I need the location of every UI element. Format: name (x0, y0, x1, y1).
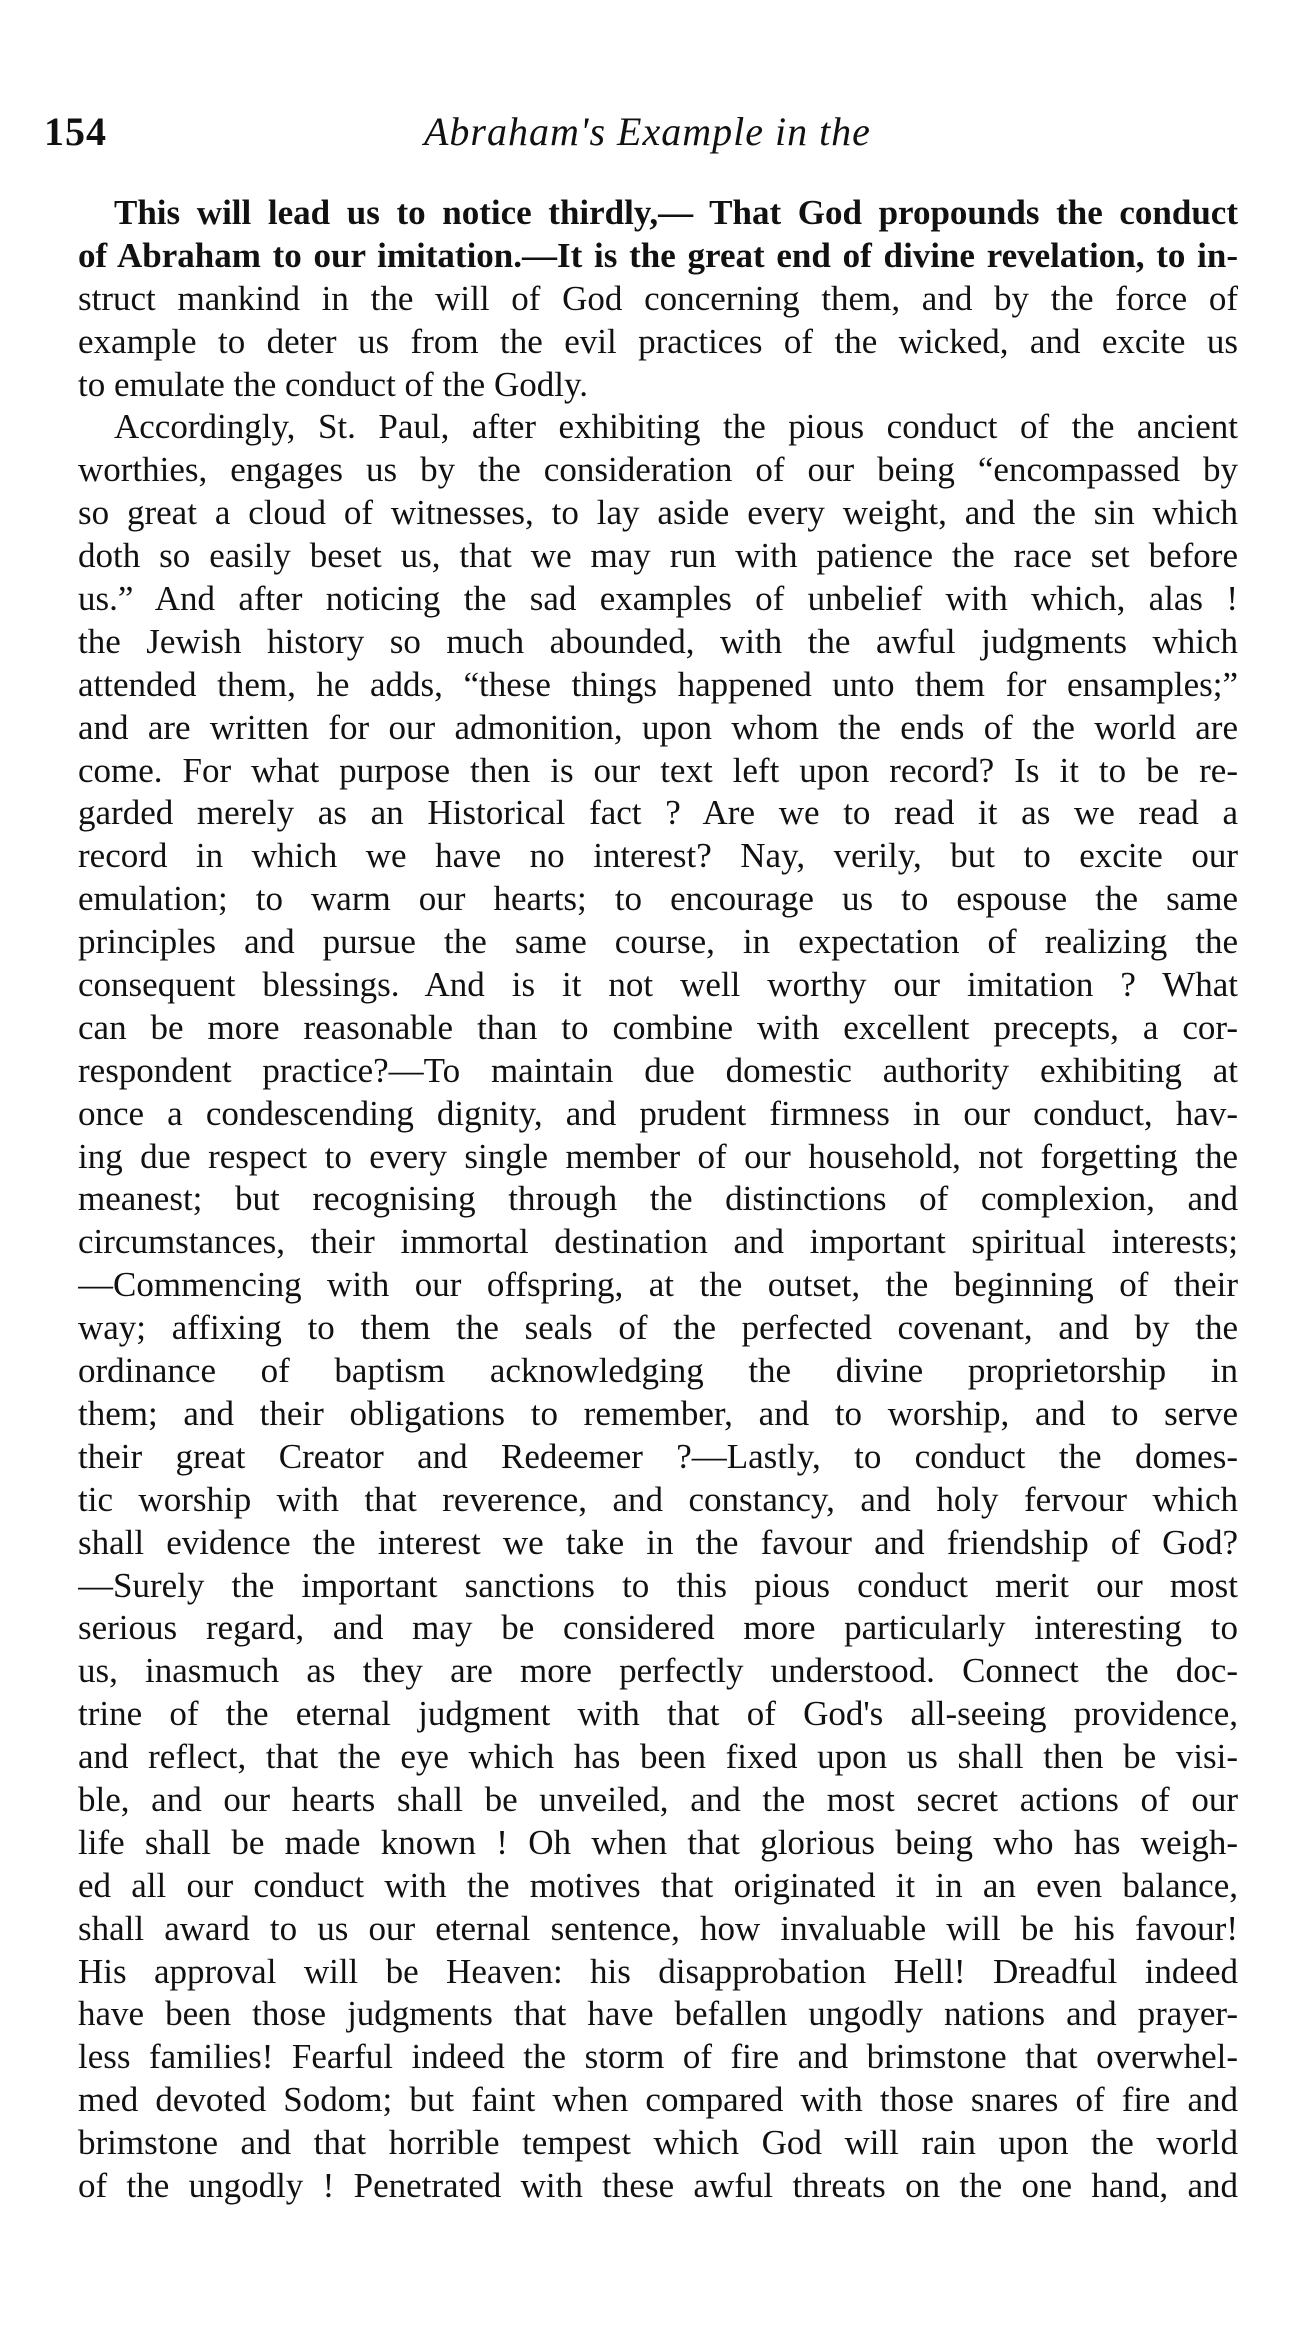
text-line: garded merely as an Historical fact ? Are we to read it as we read a (78, 793, 1238, 833)
text-line: principles and pursue the same course, in expectation of realizing the (78, 922, 1238, 962)
text-line: circumstances, their immortal destination and important spiritual interests; (78, 1222, 1238, 1262)
text-line: brimstone and that horrible tempest which God will rain upon the world (78, 2123, 1238, 2163)
text-line: have been those judgments that have befallen ungodly nations and prayer- (78, 1994, 1238, 2034)
text-line: consequent blessings. And is it not well worthy our imitation ? What (78, 965, 1238, 1005)
text-line: and are written for our admonition, upon whom the ends of the world are (78, 707, 1238, 747)
paragraph-1 (78, 192, 1238, 406)
text-line: of Abraham to our imitation.—It is the great end of divine revelation, to in- (78, 235, 1238, 275)
text-line: their great Creator and Redeemer ?—Lastly, to conduct the domes- (78, 1436, 1238, 1476)
text-line: emulation; to warm our hearts; to encourage us to espouse the same (78, 879, 1238, 919)
text-line: This will lead us to notice thirdly,— That God propounds the conduct (114, 193, 1238, 232)
text-line: ing due respect to every single member of our household, not forgetting the (78, 1136, 1238, 1176)
text-line: —Surely the important sanctions to this pious conduct merit our most (78, 1565, 1238, 1605)
text-line: ordinance of baptism acknowledging the divine proprietorship in (78, 1351, 1238, 1391)
text-line: can be more reasonable than to combine with excellent precepts, a cor- (78, 1007, 1238, 1047)
text-line: once a condescending dignity, and prudent firmness in our conduct, hav- (78, 1093, 1238, 1133)
text-line: —Commencing with our offspring, at the outset, the beginning of their (78, 1265, 1238, 1305)
text-line: record in which we have no interest? Nay, verily, but to excite our (78, 836, 1238, 876)
text-line: worthies, engages us by the consideration of our being “encompassed by (78, 450, 1238, 490)
text-line: us.” And after noticing the sad examples of unbelief with which, alas ! (78, 579, 1238, 619)
text-line: example to deter us from the evil practices of the wicked, and excite us (78, 321, 1238, 361)
paragraph-2 (78, 406, 1238, 2207)
text-line: struct mankind in the will of God concerning them, and by the force of (78, 278, 1238, 318)
text-line: so great a cloud of witnesses, to lay aside every weight, and the sin which (78, 493, 1238, 533)
text-line: med devoted Sodom; but faint when compared with those snares of fire and (78, 2080, 1238, 2120)
text-line: less families! Fearful indeed the storm of fire and brimstone that overwhel- (78, 2037, 1238, 2077)
text-line: trine of the eternal judgment with that of God's all-seeing providence, (78, 1694, 1238, 1734)
text-line: the Jewish history so much abounded, with the awful judgments which (78, 621, 1238, 661)
running-head: Abraham's Example in the (424, 109, 871, 154)
text-line: us, inasmuch as they are more perfectly understood. Connect the doc- (78, 1651, 1238, 1691)
text-line: ed all our conduct with the motives that originated it in an even balance, (78, 1865, 1238, 1905)
page-header (44, 108, 1224, 168)
text-line: meanest; but recognising through the distinctions of complexion, and (78, 1179, 1238, 1219)
text-line: respondent practice?—To maintain due domestic authority exhibiting at (78, 1050, 1238, 1090)
text-line: attended them, he adds, “these things happened unto them for ensamples;” (78, 664, 1238, 704)
text-line: come. For what purpose then is our text left upon record? Is it to be re- (78, 750, 1238, 790)
text-line: to emulate the conduct of the Godly. (78, 364, 588, 404)
text-line: way; affixing to them the seals of the perfected covenant, and by the (78, 1308, 1238, 1348)
text-line: life shall be made known ! Oh when that glorious being who has weigh- (78, 1822, 1238, 1862)
text-line: doth so easily beset us, that we may run with patience the race set before (78, 536, 1238, 576)
text-line: them; and their obligations to remember, and to worship, and to serve (78, 1393, 1238, 1433)
text-line: tic worship with that reverence, and constancy, and holy fervour which (78, 1479, 1238, 1519)
text-line: and reflect, that the eye which has been fixed upon us shall then be visi- (78, 1737, 1238, 1777)
body-text (78, 192, 1238, 2208)
text-line: shall evidence the interest we take in the favour and friendship of God? (78, 1522, 1238, 1562)
text-line: Accordingly, St. Paul, after exhibiting the pious conduct of the ancient (114, 407, 1238, 447)
text-line: ble, and our hearts shall be unveiled, and the most secret actions of our (78, 1779, 1238, 1819)
text-line: His approval will be Heaven: his disapprobation Hell! Dreadful indeed (78, 1951, 1238, 1991)
text-line: serious regard, and may be considered more particularly interesting to (78, 1608, 1238, 1648)
text-line: shall award to us our eternal sentence, how invaluable will be his favour! (78, 1908, 1238, 1948)
text-line: of the ungodly ! Penetrated with these awful threats on the one hand, and (78, 2165, 1238, 2205)
page-number: 154 (44, 109, 107, 154)
